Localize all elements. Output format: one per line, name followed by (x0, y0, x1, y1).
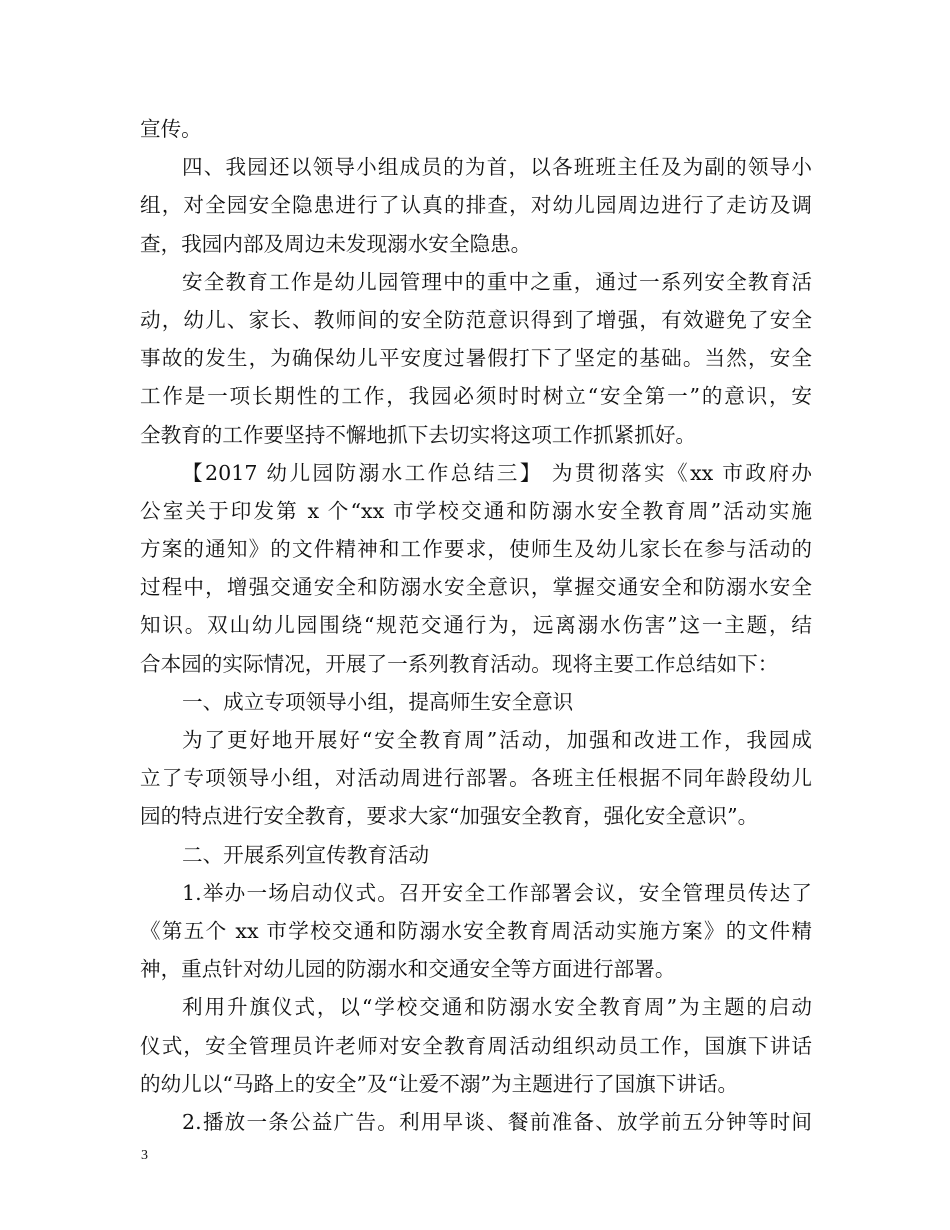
text-line: 四、我园还以领导小组成员的为首，以各班班主任及为副的领导小 (182, 155, 812, 180)
text-line: 的幼儿以“马路上的安全”及“让爱不溺”为主题进行了国旗下讲话。 (140, 1071, 739, 1096)
text-line: 查，我园内部及周边未发现溺水安全隐患。 (140, 231, 532, 256)
text-line: 神，重点针对幼儿园的防溺水和交通安全等方面进行部署。 (140, 957, 676, 982)
text-line: 组，对全园安全隐患进行了认真的排查，对幼儿园周边进行了走访及调 (140, 193, 812, 218)
text-line: 宣传。 (140, 117, 202, 141)
text-line: 1.举办一场启动仪式。召开安全工作部署会议，安全管理员传达了 (182, 880, 812, 905)
text-line: 《第五个 xx 市学校交通和防溺水安全教育周活动实施方案》的文件精 (140, 918, 812, 943)
page-number: 3 (141, 1148, 148, 1163)
section-heading-line: 【2017 幼儿园防溺水工作总结三】 为贯彻落实《xx 市政府办 (182, 460, 812, 485)
subheading-line: 二、开展系列宣传教育活动 (182, 842, 430, 867)
body-text (140, 110, 812, 1141)
text-line: 安全教育工作是幼儿园管理中的重中之重，通过一系列安全教育活 (182, 269, 812, 294)
text-line: 全教育的工作要坚持不懈地抓下去切实将这项工作抓紧抓好。 (140, 422, 697, 447)
text-line: 方案的通知》的文件精神和工作要求，使师生及幼儿家长在参与活动的 (140, 537, 812, 562)
subheading-line: 一、成立专项领导小组，提高师生安全意识 (182, 689, 574, 714)
text-line: 园的特点进行安全教育，要求大家“加强安全教育，强化安全意识”。 (140, 804, 759, 829)
text-line: 2.播放一条公益广告。利用早谈、餐前准备、放学前五分钟等时间 (182, 1109, 812, 1134)
text-line: 工作是一项长期性的工作，我园必须时时树立“安全第一”的意识，安 (140, 384, 812, 409)
text-line: 为了更好地开展好“安全教育周”活动，加强和改进工作，我园成 (182, 728, 812, 752)
text-line: 仪式，安全管理员许老师对安全教育周活动组织动员工作，国旗下讲话 (140, 1033, 812, 1058)
text-line: 公室关于印发第 x 个“xx 市学校交通和防溺水安全教育周”活动实施 (140, 498, 812, 523)
text-line: 动，幼儿、家长、教师间的安全防范意识得到了增强，有效避免了安全 (140, 307, 812, 332)
text-line: 利用升旗仪式，以“学校交通和防溺水安全教育周”为主题的启动 (182, 995, 812, 1020)
text-line: 立了专项领导小组，对活动周进行部署。各班主任根据不同年龄段幼儿 (140, 766, 812, 791)
text-line: 知识。双山幼儿园围绕“规范交通行为，远离溺水伤害”这一主题，结 (140, 613, 812, 638)
text-line: 事故的发生，为确保幼儿平安度过暑假打下了坚定的基础。当然，安全 (140, 346, 812, 371)
text-line: 过程中，增强交通安全和防溺水安全意识，掌握交通安全和防溺水安全 (140, 575, 812, 600)
text-line: 合本园的实际情况，开展了一系列教育活动。现将主要工作总结如下： (140, 651, 779, 676)
